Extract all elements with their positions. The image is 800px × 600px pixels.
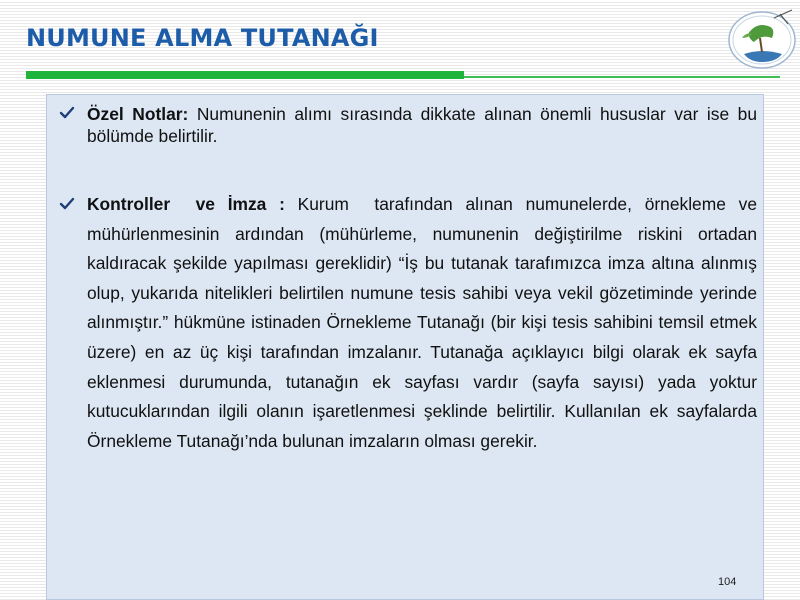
checkmark-icon <box>59 105 75 121</box>
organization-logo <box>722 4 798 72</box>
bullet-body: Kurum tarafından alınan numunelerde, örnekleme ve mühürlenmesinin ardından (mühürleme, numunenin değiştirilme riskini ortadan kaldıracak şekilde yapılması gereklidir) “İş bu tutanak tarafımızca imza altına alınmış olup, yukarıda nitelikleri belirtilen numune tesis sahibi veya vekil gözetiminde yerinde alınmıştır.” hükmüne istinaden Örnekleme Tutanağı (bir kişi tesis sahibini temsil etmek üzere) en az üç kişi tarafından imzalanır. Tutanağa açıklayıcı bilgi olarak ek sayfa eklenmesi durumunda, tutanağın ek sayfası vardır (sayfa sayısı) yada yoktur kutucuklarından ilgili olanın işaretlenmesi şeklinde belirtilir. Kullanılan ek sayfalarda Örnekleme Tutanağı’nda bulunan imzaların olması gerekir. <box>87 194 762 451</box>
checkmark-icon <box>59 196 75 212</box>
bullet-item-special-notes <box>59 103 757 147</box>
slide-title: NUMUNE ALMA TUTANAĞI <box>26 24 379 52</box>
title-underline-line <box>464 76 780 78</box>
bullet-text <box>87 103 757 147</box>
bullet-heading: Özel Notlar: <box>87 104 189 124</box>
bullet-text <box>87 190 762 456</box>
bullet-heading: Kontroller ve İmza : <box>87 194 285 214</box>
bullet-body: Numunenin alımı sırasında dikkate alınan önemli hususlar var ise bu bölümde belirtilir. <box>87 104 758 146</box>
bullet-item-controls-signature <box>59 190 762 456</box>
content-panel <box>46 94 764 600</box>
title-underline-bar <box>26 71 464 79</box>
page-number: 104 <box>718 576 737 588</box>
